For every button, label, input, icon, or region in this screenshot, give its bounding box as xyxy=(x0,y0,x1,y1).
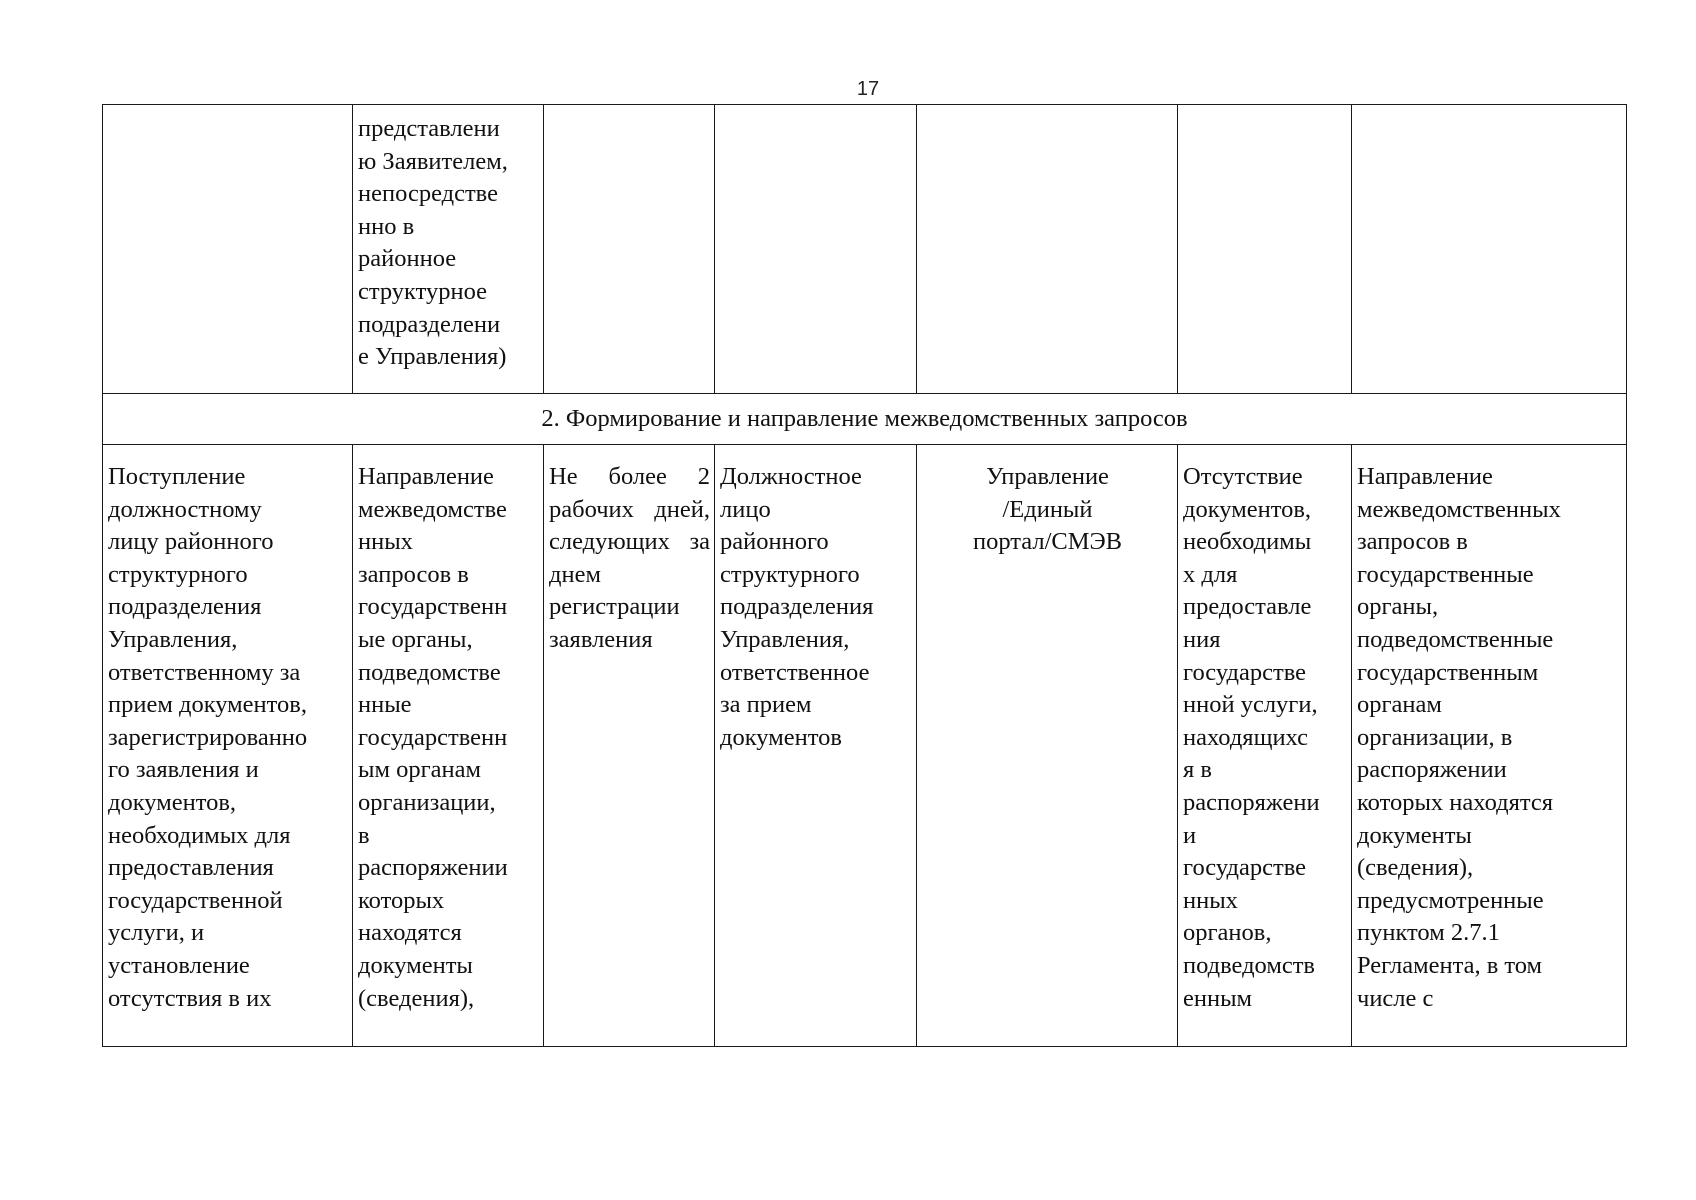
cell-continuation-col1 xyxy=(103,105,353,394)
cell-responsible xyxy=(715,445,917,1047)
result-text: Направление межведомственных запросов в государственные органы, подведомственные государственным органам организации, в распоряжении которых находятся документы (сведения), предусмотренные пунктом 2.7.1 Регламента, в том числе с xyxy=(1357,463,1561,1012)
cell-continuation-col7 xyxy=(1352,105,1627,394)
place-text: Управление /Единый портал/СМЭВ xyxy=(972,463,1123,556)
continuation-text: представлени ю Заявителем, непосредстве нно в районное структурное подразделени е Управления) xyxy=(358,115,508,371)
section-heading-row xyxy=(103,394,1627,445)
procedure-row xyxy=(103,445,1627,1047)
deadline-text: Не более 2 рабочих дней, следующих за днем регистрации заявления xyxy=(549,463,710,653)
responsible-text: Должностное лицо районного структурного подразделения Управления, ответственное за прием документов xyxy=(720,463,874,751)
action-text: Направление межведомстве нных запросов в государственн ые органы, подведомстве нные государственн ым органам организации, в распоряжении которых находятся документы (сведения), xyxy=(358,463,508,1012)
continuation-row xyxy=(103,105,1627,394)
cell-basis xyxy=(103,445,353,1047)
basis-text: Поступление должностному лицу районного структурного подразделения Управления, ответственному за прием документов, зарегистрированно го заявления и документов, необходимых для предоставления государственной услуги, и установление отсутствия в их xyxy=(108,463,308,1012)
cell-continuation-col4 xyxy=(715,105,917,394)
cell-continuation-col2 xyxy=(353,105,544,394)
cell-result xyxy=(1352,445,1627,1047)
criteria-text: Отсутствие документов, необходимы х для предоставле ния государстве нной услуги, находящихс я в распоряжени и государстве нных органов, подведомств енным xyxy=(1183,463,1320,1012)
cell-criteria xyxy=(1178,445,1352,1047)
cell-action xyxy=(353,445,544,1047)
section-heading: 2. Формирование и направление межведомственных запросов xyxy=(103,394,1627,445)
page-number: 17 xyxy=(856,78,880,100)
cell-continuation-col3 xyxy=(544,105,715,394)
regulation-table xyxy=(102,104,1627,1047)
cell-continuation-col6 xyxy=(1178,105,1352,394)
cell-continuation-col5 xyxy=(917,105,1178,394)
cell-place xyxy=(917,445,1178,1047)
cell-deadline xyxy=(544,445,715,1047)
